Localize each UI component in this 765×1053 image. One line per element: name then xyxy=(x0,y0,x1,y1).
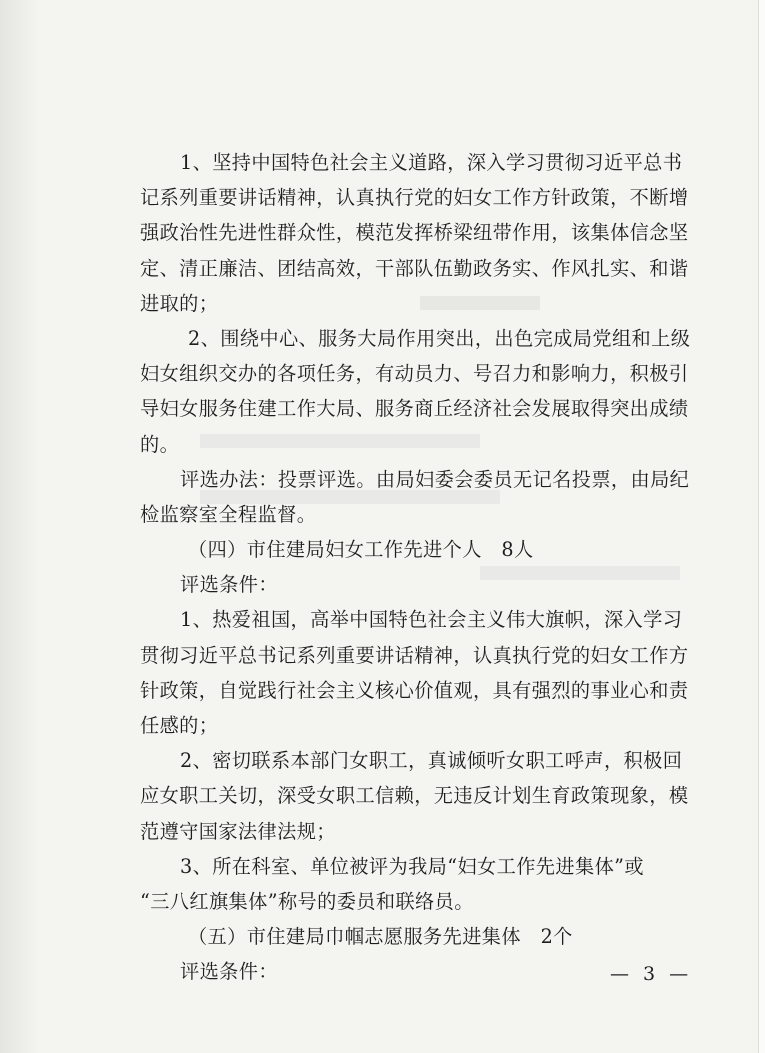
section-heading: （四）市住建局妇女工作先进个人 8人 xyxy=(188,538,534,562)
paragraph-line: 2、密切联系本部门女职工，真诚倾听女职工呼声，积极回 xyxy=(180,749,683,773)
paragraph-line: 3、所在科室、单位被评为我局“妇女工作先进集体”或 xyxy=(180,854,644,878)
paragraph-line: 2、围绕中心、服务大局作用突出，出色完成局党组和上级 xyxy=(188,326,691,350)
scan-left-shadow xyxy=(0,0,40,1053)
document-body xyxy=(140,145,700,990)
page-number: — 3 — xyxy=(610,963,693,985)
paragraph-line: 范遵守国家法律法规； xyxy=(140,819,336,843)
paragraph-line: “三八红旗集体”称号的委员和联络员。 xyxy=(140,889,474,913)
paragraph-line: 检监察室全程监督。 xyxy=(140,502,317,526)
paragraph-line: 1、坚持中国特色社会主义道路，深入学习贯彻习近平总书 xyxy=(180,151,683,174)
paragraph-line: 导妇女服务住建工作大局、服务商丘经济社会发展取得突出成绩 xyxy=(140,397,689,421)
paragraph-line: 1、热爱祖国，高举中国特色社会主义伟大旗帜，深入学习 xyxy=(180,608,683,632)
scan-right-edge xyxy=(758,0,765,1053)
section-heading: （五）市住建局巾帼志愿服务先进集体 2个 xyxy=(188,925,573,949)
paragraph-line: 的。 xyxy=(140,432,180,456)
paragraph-line: 记系列重要讲话精神，认真执行党的妇女工作方针政策，不断增 xyxy=(140,186,689,210)
paragraph-line: 评选条件： xyxy=(180,573,278,597)
paragraph-line: 贯彻习近平总书记系列重要讲话精神，认真执行党的妇女工作方 xyxy=(140,643,689,667)
paragraph-line: 强政治性先进性群众性，模范发挥桥梁纽带作用，该集体信念坚 xyxy=(140,221,689,245)
paragraph-line: 评选办法：投票评选。由局妇委会委员无记名投票，由局纪 xyxy=(180,467,690,491)
paragraph-line: 任感的； xyxy=(140,714,219,737)
paragraph-line: 进取的； xyxy=(140,291,219,315)
paragraph-line: 针政策，自觉践行社会主义核心价值观，具有强烈的事业心和责 xyxy=(140,678,689,702)
paragraph-line: 评选条件： xyxy=(180,960,278,984)
paragraph-line: 应女职工关切，深受女职工信赖，无违反计划生育政策现象，模 xyxy=(140,784,689,808)
paragraph-line: 定、清正廉洁、团结高效，干部队伍勤政务实、作风扎实、和谐 xyxy=(140,256,689,280)
paragraph-line: 妇女组织交办的各项任务，有动员力、号召力和影响力，积极引 xyxy=(140,362,689,386)
